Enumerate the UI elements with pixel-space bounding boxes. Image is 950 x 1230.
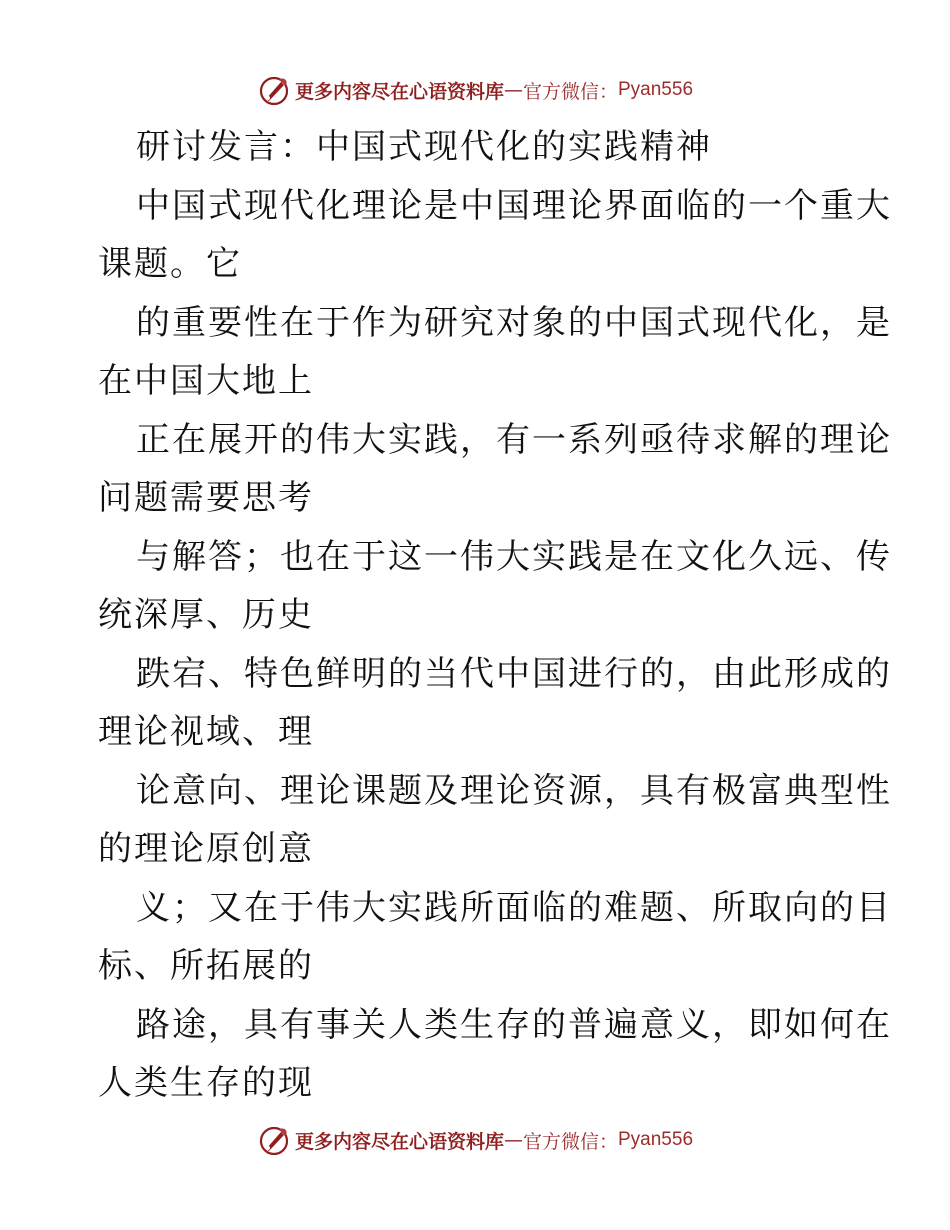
watermark-site-text: 更多内容尽在心语资料库 — [294, 80, 504, 103]
watermark-dash: — — [503, 79, 523, 101]
watermark-wechat-id: Pyan556 — [618, 79, 694, 100]
document-body — [98, 118, 892, 1113]
quill-pen-logo-icon — [257, 1123, 291, 1157]
watermark-wechat-label: 官方微信： — [522, 80, 618, 103]
header-watermark — [0, 68, 950, 112]
text-line: 与解答；也在于这一伟大实践是在文化久远、传 — [136, 536, 892, 577]
footer-watermark — [0, 1118, 950, 1162]
watermark-dash: — — [503, 1129, 523, 1151]
text-line: 的理论原创意 — [98, 829, 314, 869]
text-line: 问题需要思考 — [98, 478, 314, 518]
text-line: 在中国大地上 — [98, 361, 314, 401]
text-line: 标、所拓展的 — [98, 946, 314, 986]
text-line: 论意向、理论课题及理论资源，具有极富典型性 — [136, 770, 892, 811]
watermark-wechat-label: 官方微信： — [522, 1130, 618, 1153]
text-line: 人类生存的现 — [98, 1063, 314, 1103]
text-line: 的重要性在于作为研究对象的中国式现代化，是 — [136, 302, 892, 343]
text-line: 正在展开的伟大实践，有一系列亟待求解的理论 — [136, 419, 892, 460]
watermark-site-text: 更多内容尽在心语资料库 — [294, 1130, 504, 1153]
watermark-wechat-id: Pyan556 — [618, 1129, 694, 1150]
text-line: 义；又在于伟大实践所面临的难题、所取向的目 — [136, 887, 892, 928]
text-line: 路途，具有事关人类生存的普遍意义，即如何在 — [136, 1004, 892, 1045]
text-line: 理论视域、理 — [98, 712, 314, 752]
text-line: 跌宕、特色鲜明的当代中国进行的，由此形成的 — [136, 653, 892, 694]
text-line: 课题。它 — [98, 244, 242, 284]
quill-pen-logo-icon — [257, 73, 291, 107]
document-title: 研讨发言：中国式现代化的实践精神 — [136, 127, 712, 167]
text-line: 中国式现代化理论是中国理论界面临的一个重大 — [136, 185, 892, 226]
text-line: 统深厚、历史 — [98, 595, 314, 635]
